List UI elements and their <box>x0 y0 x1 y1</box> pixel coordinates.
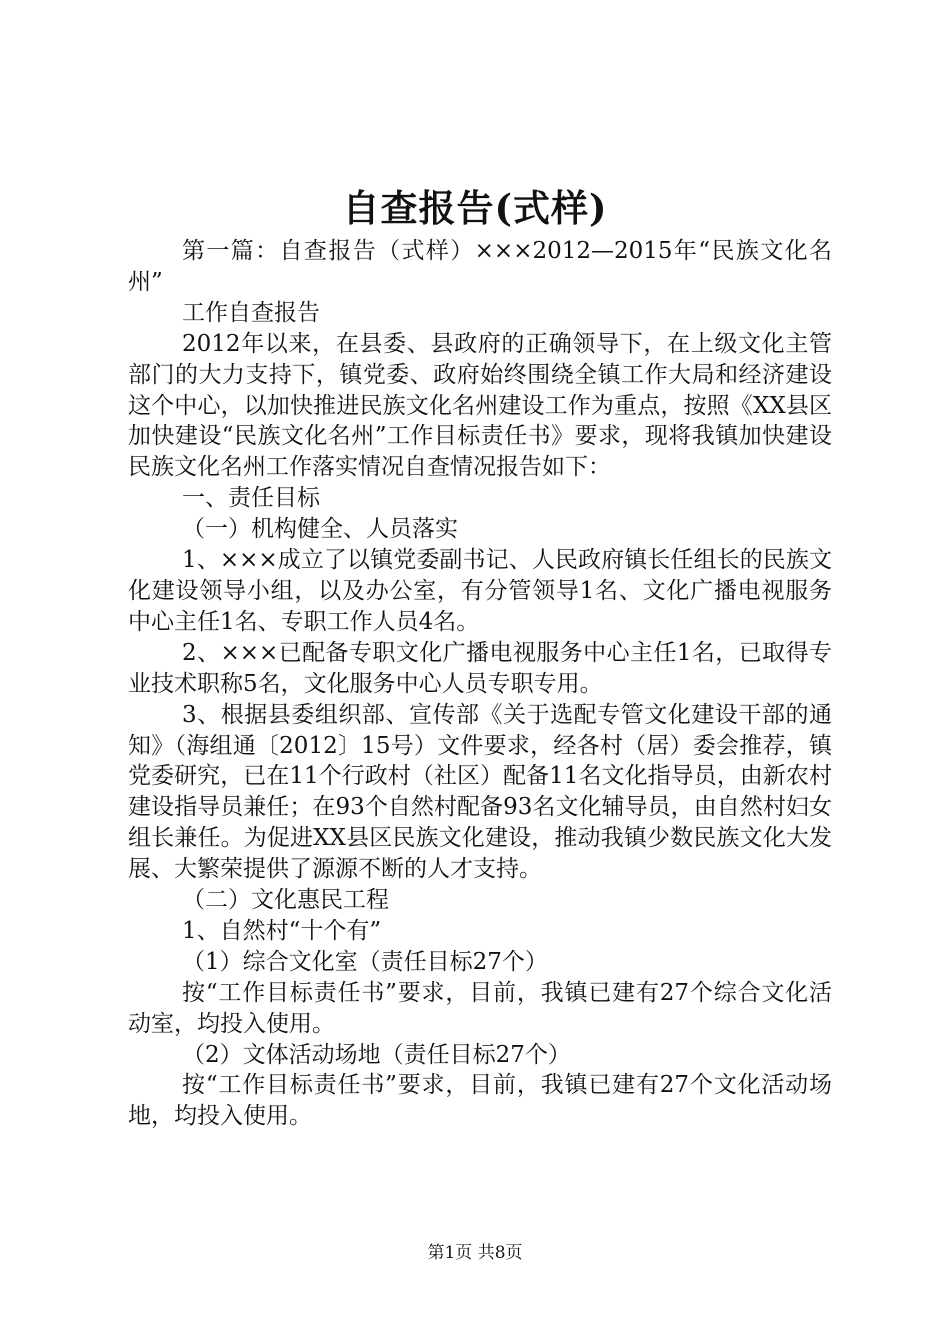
subsection-heading: （二）文化惠民工程 <box>182 887 389 914</box>
paragraph-heading-1: 第一篇：自查报告（式样）×××2012—2015年“民族文化名州” <box>128 238 832 295</box>
page-number: 第1页 共8页 <box>427 1243 523 1263</box>
subsection-heading: （一）机构健全、人员落实 <box>182 516 458 543</box>
document-title: 自查报告(式样) <box>342 186 608 230</box>
paragraph-item-2: 2、×××已配备专职文化广播电视服务中心主任1名，已取得专业技术职称5名，文化服务中心人员专职专用。 <box>128 639 832 697</box>
list-subheading: （1）综合文化室（责任目标27个） <box>182 948 548 975</box>
paragraph-detail: 按“工作目标责任书”要求，目前，我镇已建有27个文化活动场地，均投入使用。 <box>128 1072 832 1130</box>
paragraph-subtitle: 工作自查报告 <box>182 299 320 326</box>
paragraph-detail: 按“工作目标责任书”要求，目前，我镇已建有27个综合文化活动室，均投入使用。 <box>128 979 832 1037</box>
list-heading: 1、自然村“十个有” <box>182 917 382 944</box>
section-heading: 一、责任目标 <box>182 485 320 512</box>
paragraph-item-3: 3、根据县委组织部、宣传部《关于选配专管文化建设干部的通知》（海组通〔2012〕15号）文件要求，经各村（居）委会推荐，镇党委研究，已在11个行政村（社区）配备11名文化指导员，由新农村建设指导员兼任；在93个自然村配备93名文化辅导员，由自然村妇女组长兼任。为促进XX县区民族文化建设，推动我镇少数民族文化大发展、大繁荣提供了源源不断的人才支持。 <box>128 701 832 883</box>
document-body <box>128 236 832 1132</box>
paragraph-item-1: 1、×××成立了以镇党委副书记、人民政府镇长任组长的民族文化建设领导小组，以及办公室，有分管领导1名、文化广播电视服务中心主任1名、专职工作人员4名。 <box>128 547 832 635</box>
paragraph-intro: 2012年以来，在县委、县政府的正确领导下，在上级文化主管部门的大力支持下，镇党委、政府始终围绕全镇工作大局和经济建设这个中心，以加快推进民族文化名州建设工作为重点，按照《XX县区加快建设“民族文化名州”工作目标责任书》要求，现将我镇加快建设民族文化名州工作落实情况自查情况报告如下： <box>128 330 832 481</box>
list-subheading: （2）文体活动场地（责任目标27个） <box>182 1041 571 1068</box>
